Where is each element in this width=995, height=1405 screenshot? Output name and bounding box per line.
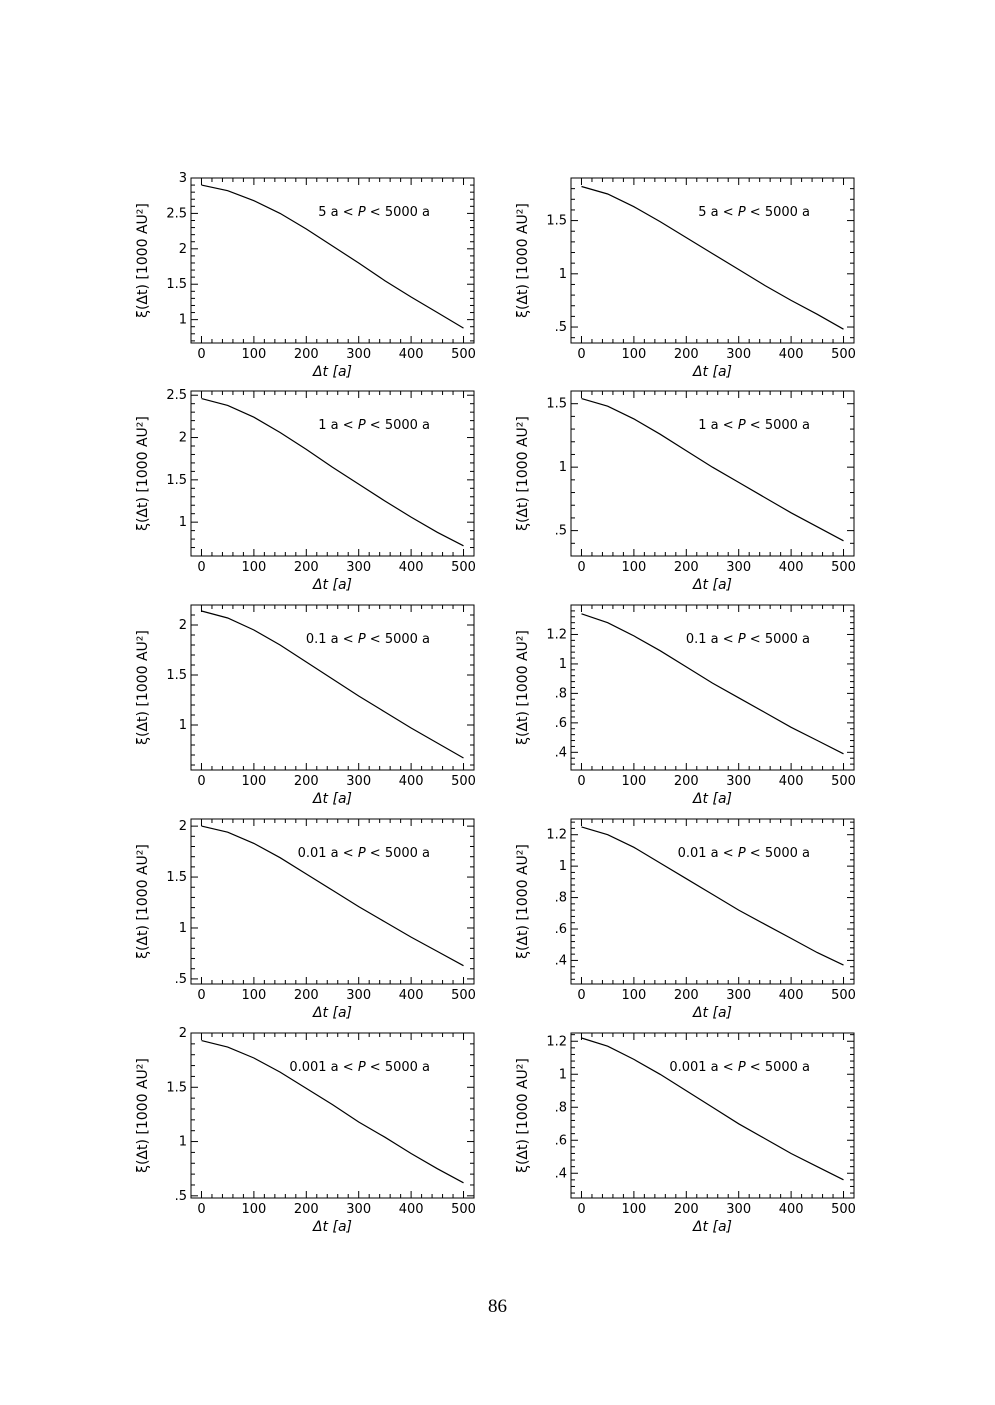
- x-tick-label: 400: [778, 560, 804, 575]
- annotation-pre: 5 a <: [698, 205, 738, 220]
- plot-frame: [191, 178, 474, 343]
- y-tick-label: 1: [178, 312, 187, 328]
- plot-frame: [571, 819, 854, 984]
- y-tick-label: .6: [554, 1133, 567, 1149]
- range-annotation: [318, 205, 430, 220]
- annotation-post: < 5000 a: [365, 632, 430, 647]
- x-tick-label: 0: [197, 988, 206, 1003]
- x-tick-label: 100: [621, 347, 647, 362]
- x-tick-label: 100: [621, 560, 647, 575]
- x-tick-label: 0: [577, 1202, 586, 1217]
- y-tick-label: 1.5: [546, 396, 567, 412]
- plot-frame: [191, 1033, 474, 1198]
- y-tick-label: 1.5: [166, 870, 187, 886]
- range-annotation: [698, 205, 810, 220]
- y-axis-label: ξ(Δt) [1000 AU²]: [515, 1058, 531, 1173]
- annotation-pre: 1 a <: [698, 418, 738, 433]
- y-tick-label: 1.5: [166, 668, 187, 683]
- x-tick-label: 400: [778, 774, 804, 789]
- x-tick-label: 300: [726, 560, 752, 575]
- annotation-var: P: [737, 632, 746, 647]
- x-tick-label: 200: [673, 988, 699, 1003]
- x-tick-label: 500: [831, 774, 856, 789]
- annotation-var: P: [357, 418, 366, 433]
- x-tick-label: 200: [673, 1202, 699, 1217]
- chart-panel-6: [515, 605, 856, 807]
- x-tick-label: 100: [241, 560, 267, 575]
- chart-panel-9: [135, 1026, 476, 1235]
- x-tick-label: 200: [673, 774, 699, 789]
- annotation-pre: 0.001 a <: [289, 1060, 358, 1075]
- annotation-post: < 5000 a: [745, 418, 810, 433]
- annotation-var: P: [357, 632, 366, 647]
- x-tick-label: 500: [831, 347, 856, 362]
- y-axis-label: ξ(Δt) [1000 AU²]: [515, 844, 531, 959]
- x-axis-label: Δt [a]: [312, 1219, 353, 1235]
- range-annotation: [678, 846, 810, 861]
- y-tick-label: 2: [178, 1026, 187, 1041]
- annotation-var: P: [357, 846, 366, 861]
- y-tick-label: 1: [558, 656, 567, 672]
- y-tick-label: 1.2: [546, 627, 567, 643]
- x-tick-label: 500: [451, 774, 476, 789]
- x-tick-label: 0: [197, 560, 206, 575]
- plot-frame: [191, 605, 474, 770]
- chart-panel-5: [135, 605, 476, 807]
- annotation-post: < 5000 a: [745, 205, 810, 220]
- y-tick-label: .5: [554, 320, 567, 336]
- plot-frame: [571, 1033, 854, 1198]
- x-tick-label: 400: [398, 774, 424, 789]
- y-tick-label: 2: [178, 819, 187, 835]
- x-axis-label: Δt [a]: [692, 1219, 733, 1235]
- x-axis-label: Δt [a]: [312, 364, 353, 380]
- x-tick-label: 200: [293, 560, 319, 575]
- chart-panel-2: [515, 178, 856, 380]
- x-tick-label: 0: [197, 774, 206, 789]
- y-tick-label: .5: [554, 523, 567, 539]
- y-tick-label: .4: [554, 953, 567, 969]
- annotation-var: P: [737, 846, 746, 861]
- x-tick-label: 0: [197, 1202, 206, 1217]
- x-tick-label: 500: [451, 988, 476, 1003]
- y-tick-label: .8: [554, 686, 567, 702]
- y-tick-label: .8: [554, 1100, 567, 1116]
- y-tick-label: .4: [554, 1166, 567, 1182]
- x-tick-label: 500: [831, 988, 856, 1003]
- range-annotation: [306, 632, 430, 647]
- y-axis-label: ξ(Δt) [1000 AU²]: [515, 630, 531, 745]
- x-axis-label: Δt [a]: [312, 577, 353, 593]
- y-tick-label: 1: [558, 859, 567, 875]
- x-tick-label: 100: [241, 1202, 267, 1217]
- y-axis-label: ξ(Δt) [1000 AU²]: [515, 416, 531, 531]
- y-tick-label: 1.5: [166, 1080, 187, 1096]
- x-tick-label: 500: [831, 560, 856, 575]
- range-annotation: [318, 418, 430, 433]
- chart-panel-10: [515, 1033, 856, 1235]
- range-annotation: [698, 418, 810, 433]
- y-axis-label: ξ(Δt) [1000 AU²]: [135, 416, 151, 531]
- x-axis-label: Δt [a]: [312, 791, 353, 807]
- y-tick-label: .6: [554, 715, 567, 731]
- annotation-post: < 5000 a: [365, 1060, 430, 1075]
- y-tick-label: 1: [558, 1067, 567, 1083]
- annotation-post: < 5000 a: [365, 418, 430, 433]
- range-annotation: [298, 846, 430, 861]
- y-tick-label: 1.5: [166, 277, 187, 293]
- y-tick-label: 2: [178, 241, 187, 257]
- x-tick-label: 200: [673, 347, 699, 362]
- annotation-pre: 0.01 a <: [297, 846, 358, 861]
- x-tick-label: 0: [577, 774, 586, 789]
- x-tick-label: 300: [346, 347, 372, 362]
- x-tick-label: 100: [241, 988, 267, 1003]
- x-tick-label: 300: [346, 560, 372, 575]
- plot-frame: [571, 178, 854, 343]
- annotation-var: P: [357, 205, 366, 220]
- y-tick-label: 2: [178, 618, 187, 633]
- annotation-post: < 5000 a: [745, 846, 810, 861]
- page-number: 86: [488, 1296, 507, 1317]
- y-tick-label: 2: [178, 430, 187, 446]
- annotation-post: < 5000 a: [745, 1060, 810, 1075]
- x-tick-label: 300: [346, 1202, 372, 1217]
- x-tick-label: 400: [778, 1202, 804, 1217]
- range-annotation: [686, 632, 810, 647]
- x-tick-label: 400: [778, 347, 804, 362]
- y-tick-label: 2.5: [166, 206, 187, 222]
- x-tick-label: 100: [621, 988, 647, 1003]
- plot-frame: [571, 605, 854, 770]
- range-annotation: [669, 1060, 810, 1075]
- x-tick-label: 300: [346, 988, 372, 1003]
- range-annotation: [289, 1060, 430, 1075]
- x-tick-label: 500: [451, 1202, 476, 1217]
- annotation-post: < 5000 a: [745, 632, 810, 647]
- x-tick-label: 500: [831, 1202, 856, 1217]
- annotation-pre: 0.01 a <: [677, 846, 738, 861]
- annotation-pre: 0.1 a <: [305, 632, 358, 647]
- annotation-pre: 0.001 a <: [669, 1060, 738, 1075]
- x-tick-label: 200: [293, 774, 319, 789]
- y-tick-label: 1: [178, 718, 187, 733]
- x-tick-label: 500: [451, 347, 476, 362]
- x-tick-label: 400: [778, 988, 804, 1003]
- chart-panel-4: [515, 391, 856, 593]
- plot-frame: [571, 391, 854, 556]
- y-tick-label: 1.5: [166, 472, 187, 488]
- plot-frame: [191, 391, 474, 556]
- y-tick-label: .8: [554, 890, 567, 906]
- x-tick-label: 200: [293, 347, 319, 362]
- annotation-var: P: [737, 1060, 746, 1075]
- y-tick-label: .5: [174, 971, 187, 987]
- x-tick-label: 300: [726, 774, 752, 789]
- annotation-pre: 5 a <: [318, 205, 358, 220]
- x-tick-label: 100: [621, 1202, 647, 1217]
- x-tick-label: 300: [726, 347, 752, 362]
- y-tick-label: 1: [558, 460, 567, 476]
- x-tick-label: 400: [398, 1202, 424, 1217]
- x-tick-label: 400: [398, 347, 424, 362]
- x-tick-label: 200: [673, 560, 699, 575]
- y-tick-label: 2.5: [166, 388, 187, 404]
- y-axis-label: ξ(Δt) [1000 AU²]: [135, 630, 151, 745]
- y-tick-label: 1.2: [546, 1034, 567, 1050]
- y-tick-label: 1: [178, 920, 187, 936]
- x-tick-label: 300: [726, 988, 752, 1003]
- y-tick-label: 3: [178, 171, 187, 186]
- annotation-var: P: [737, 205, 746, 220]
- y-tick-label: .4: [554, 745, 567, 761]
- x-axis-label: Δt [a]: [692, 1005, 733, 1021]
- plot-frame: [191, 819, 474, 984]
- x-tick-label: 0: [197, 347, 206, 362]
- x-tick-label: 100: [621, 774, 647, 789]
- y-tick-label: 1: [178, 1134, 187, 1150]
- y-axis-label: ξ(Δt) [1000 AU²]: [135, 1058, 151, 1173]
- annotation-var: P: [357, 1060, 366, 1075]
- chart-panel-8: [515, 819, 856, 1021]
- x-tick-label: 400: [398, 560, 424, 575]
- y-axis-label: ξ(Δt) [1000 AU²]: [135, 844, 151, 959]
- x-tick-label: 200: [293, 988, 319, 1003]
- x-tick-label: 0: [577, 347, 586, 362]
- x-tick-label: 500: [451, 560, 476, 575]
- y-tick-label: 1: [558, 266, 567, 282]
- annotation-pre: 0.1 a <: [685, 632, 738, 647]
- y-tick-label: 1: [178, 515, 187, 531]
- x-tick-label: 400: [398, 988, 424, 1003]
- annotation-post: < 5000 a: [365, 205, 430, 220]
- x-tick-label: 0: [577, 560, 586, 575]
- x-tick-label: 200: [293, 1202, 319, 1217]
- x-tick-label: 300: [346, 774, 372, 789]
- y-tick-label: .6: [554, 922, 567, 937]
- annotation-pre: 1 a <: [318, 418, 358, 433]
- chart-panel-1: [135, 171, 476, 380]
- x-axis-label: Δt [a]: [312, 1005, 353, 1021]
- annotation-var: P: [737, 418, 746, 433]
- chart-panel-7: [135, 819, 476, 1021]
- annotation-post: < 5000 a: [365, 846, 430, 861]
- x-axis-label: Δt [a]: [692, 364, 733, 380]
- x-tick-label: 100: [241, 774, 267, 789]
- x-tick-label: 0: [577, 988, 586, 1003]
- x-tick-label: 300: [726, 1202, 752, 1217]
- y-axis-label: ξ(Δt) [1000 AU²]: [135, 203, 151, 318]
- chart-panel-3: [135, 388, 476, 593]
- y-tick-label: 1.2: [546, 827, 567, 843]
- y-tick-label: .5: [174, 1188, 187, 1204]
- y-axis-label: ξ(Δt) [1000 AU²]: [515, 203, 531, 318]
- x-axis-label: Δt [a]: [692, 577, 733, 593]
- x-tick-label: 100: [241, 347, 267, 362]
- y-tick-label: 1.5: [546, 213, 567, 229]
- x-axis-label: Δt [a]: [692, 791, 733, 807]
